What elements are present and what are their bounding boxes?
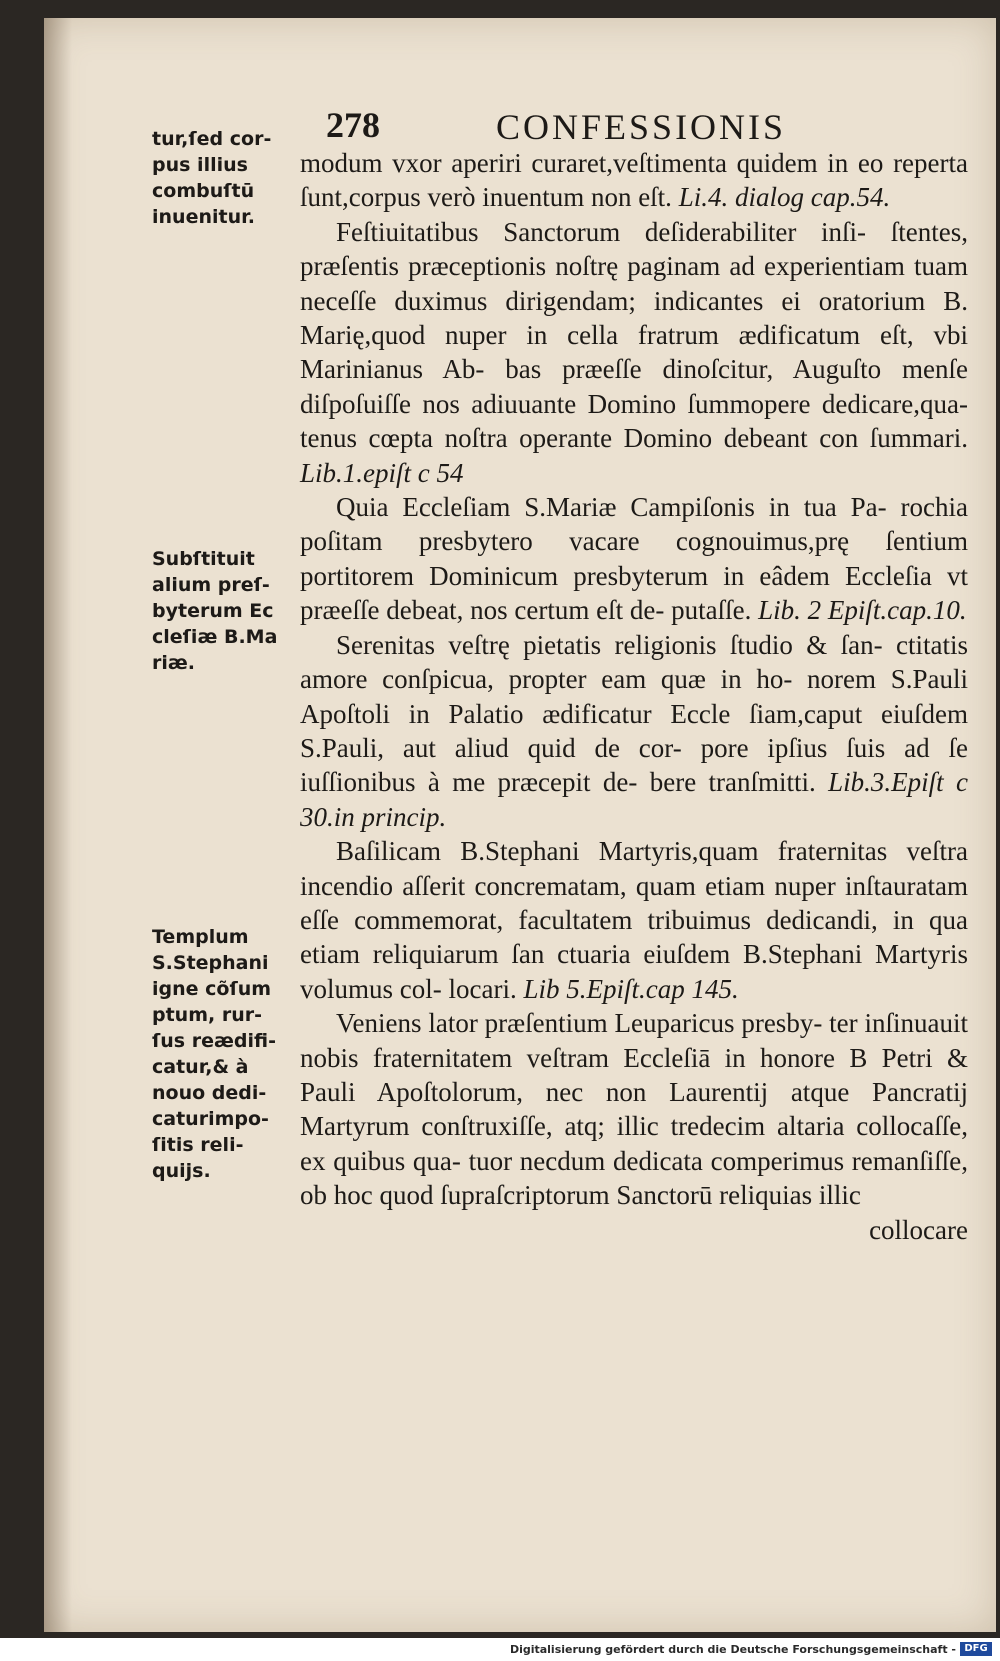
page-gutter-shadow: [44, 18, 72, 1632]
paragraph-6: [300, 1006, 968, 1212]
margin-note-1: tur,ſed cor- pus illius combuſtū inuenitur.: [152, 128, 272, 228]
catchword: collocare: [869, 1214, 968, 1245]
margin-note-3: Templum S.Stephani igne cõſum ptum, rur- ſus reædifi- catur,& à nouo dedi- caturimpo- ſitis reli- quijs.: [152, 926, 276, 1182]
funding-credit: Digitalisierung gefördert durch die Deutsche Forschungsgemeinschaft -: [509, 1643, 956, 1656]
paragraph-text: Veniens lator præſentium Leuparicus presby- ter inſinuauit nobis fraternitatem veſtram Eccleſiā in honore B Petri & Pauli Apoſtolorum, nec non Laurentij atque Pancratij Martyrum conſtruxiſſe, atq; illic tredecim altaria collocaſſe, ex quibus qua- tuor necdum dedicata comperimus remanſiſſe, ob hoc quod ſupraſcriptorum Sanctorū reliquias illic: [300, 1008, 968, 1211]
main-text: [300, 146, 968, 1247]
paragraph-text: Serenitas veſtrę pietatis religionis ſtudio & ſan- ctitatis amore conſpicua, propter eam quæ in ho- norem S.Pauli Apoſtoli in Palatio ædificatur Eccle ſiam,caput eiuſdem S.Pauli, aut aliud quid de cor- pore ipſius ſuis ad ſe iuſſionibus à me præcepit de- bere tranſmitti.: [300, 629, 968, 798]
paragraph-3: [300, 490, 968, 628]
margin-note-2: Subſtituit alium preſ- byterum Ec cleſiæ B.Ma riæ.: [152, 548, 278, 674]
citation: Lib 5.Epiſt.cap 145.: [523, 973, 739, 1004]
paragraph-text: modum vxor aperiri curaret,veſtimenta quidem in eo reperta ſunt,corpus verò inuentum non eſt.: [300, 148, 968, 213]
paragraph-2: [300, 215, 968, 490]
paragraph-1: [300, 146, 968, 215]
dfg-logo: DFG: [960, 1642, 992, 1656]
paragraph-5: [300, 834, 968, 1006]
paragraph-text: Baſilicam B.Stephani Martyris,quam fraternitas veſtra incendio aſſerit concrematam, quam etiam nuper inſtauratam eſſe commemorat, facultatem tribuimus dedicandi, in qua etiam reliquiarum ſan ctuaria eiuſdem B.Stephani Martyris volumus col- locari.: [300, 836, 968, 1004]
page-number: 278: [326, 105, 380, 145]
paragraph-text: Quia Eccleſiam S.Mariæ Campiſonis in tua Pa- rochia poſitam presbytero vacare cognouimus,prę ſentium portitorem Dominicum presbyterum in eâdem Eccleſia vt præeſſe debeat, nos certum eſt de- putaſſe.: [300, 492, 968, 626]
running-title: CONFESSIONIS: [496, 107, 787, 147]
citation: Lib. 2 Epiſt.cap.10.: [758, 595, 967, 626]
paragraph-text: Feſtiuitatibus Sanctorum deſiderabiliter inſi- ſtentes, præſentis præceptionis noſtrę paginam ad experientiam tuam neceſſe duximus dirigendam; indicantes ei oratorium B. Marię,quod nuper in cella fratrum ædificatum eſt, vbi Marinianus Ab- bas præeſſe dinoſcitur, Auguſto menſe diſpoſuiſſe nos adiuuante Domino ſummopere dedicare,qua- tenus cœpta noſtra operante Domino debeant con ſummari.: [300, 216, 968, 454]
paragraph-4: [300, 628, 968, 834]
book-page: [44, 18, 996, 1632]
citation: Lib.1.epiſt c 54: [300, 457, 464, 488]
citation: Li.4. dialog cap.54.: [678, 182, 891, 213]
citation: Lib.3.Epiſt c 30.in princip.: [300, 767, 968, 832]
